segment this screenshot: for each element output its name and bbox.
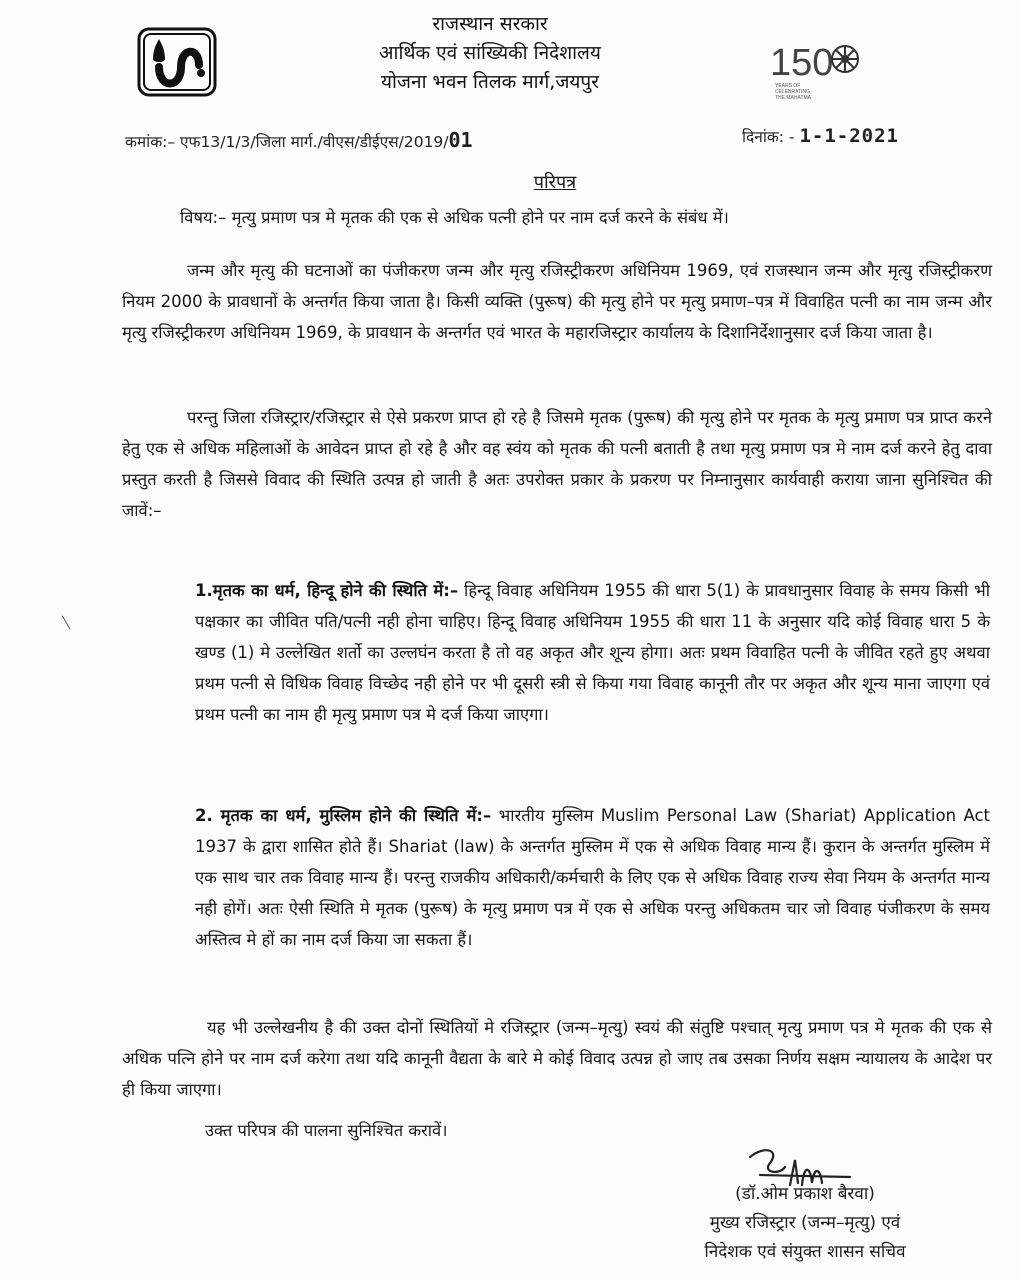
document-title: परिपत्र <box>533 172 577 193</box>
svg-text:YEARS OF: YEARS OF <box>775 83 801 89</box>
emblem-number: 150 <box>770 42 834 84</box>
compliance-line: उक्त परिपत्र की पालना सुनिश्चित करावें। <box>205 1121 448 1140</box>
signatory-designation-2: निदेशक एवं संयुक्त शासन सचिव <box>704 1242 906 1262</box>
subject-line: विषय:– मृत्यु प्रमाण पत्र मे मृतक की एक से अधिक पत्नी होने पर नाम दर्ज करने के संबंध में। <box>180 208 729 227</box>
letterhead <box>310 10 670 97</box>
instruction-item-muslim <box>195 800 990 955</box>
instruction-item-hindu <box>195 575 990 730</box>
office-address: योजना भवन तिलक मार्ग,जयपुर <box>380 71 600 93</box>
signature-block <box>620 1145 990 1267</box>
reference-number <box>125 128 473 152</box>
svg-text:THE MAHATMA: THE MAHATMA <box>775 95 812 101</box>
svg-text:CELEBRATING: CELEBRATING <box>775 89 810 95</box>
date-handwritten-value: 1-1-2021 <box>799 125 899 147</box>
directorate-name: आर्थिक एवं सांख्यिकी निदेशालय <box>379 42 601 64</box>
paragraph-intro: जन्म और मृत्यु की घटनाओं का पंजीकरण जन्म और मृत्यु रजिस्ट्रीकरण अधिनियम 1969, एवं राजस्थान जन्म और मृत्यु रजिस्ट्रीकरण नियम 2000 के प्रावधानों के अन्तर्गत किया जाता है। किसी व्यक्ति (पुरूष) की मृत्यु होने पर मृत्यु प्रमाण–पत्र में विवाहित पत्नी का नाम जन्म और मृत्यु रजिस्ट्रीकरण अधिनियम 1969, के प्रावधान के अन्तर्गत एवं भारत के महारजिस्ट्रार कार्यालय के दिशानिर्देशानुसार दर्ज किया जाता है। <box>122 261 992 342</box>
item-heading: 1.मृतक का धर्म, हिन्दू होने की स्थिति में:– <box>195 581 459 600</box>
handwritten-signature-icon <box>740 1145 860 1190</box>
reference-label: कमांक:– एफ13/1/3/जिला मार्ग./वीएस/डीईएस/2019/ <box>125 133 449 151</box>
paragraph-issue: परन्तु जिला रजिस्ट्रार/रजिस्ट्रार से ऐसे प्रकरण प्राप्त हो रहे है जिसमे मृतक (पुरूष) की मृत्यु होने पर मृतक के मृत्यु प्रमाण पत्र प्राप्त करने हेतु एक से अधिक महिलाओं के आवेदन प्राप्त हो रहे है और वह स्वंय को मृतक की पत्नी बताती है तथा मृत्यु प्रमाण पत्र मे नाम दर्ज करने हेतु दावा प्रस्तुत करती है जिससे विवाद की स्थिति उत्पन्न हो जाती है अतः उपरोक्त प्रकार के प्रकरण पर निम्नानुसार कार्यवाही कराया जाना सुनिश्चित की जावें:– <box>122 408 992 520</box>
paragraph-closing: यह भी उल्लेखनीय है की उक्त दोनों स्थितियों मे रजिस्ट्रार (जन्म–मृत्यु) स्वयं की संतुष्टि पश्चात् मृत्यु प्रमाण पत्र मे मृतक की एक से अधिक पत्नि होने पर नाम दर्ज करेगा तथा यदि कानूनी वैद्यता के बारे मे कोई विवाद उत्पन्न हो जाए तब उसका निर्णय सक्षम न्यायालय के आदेश पर ही किया जाएगा। <box>122 1018 992 1099</box>
margin-mark <box>62 610 80 629</box>
date-label: दिनांक: - <box>742 128 795 146</box>
government-name: राजस्थान सरकार <box>432 13 548 35</box>
gandhi-150-years-emblem-icon <box>765 35 865 105</box>
directorate-logo-icon <box>137 27 217 97</box>
item-heading: 2. मृतक का धर्म, मुस्लिम होने की स्थिति में:– <box>195 806 492 825</box>
signatory-designation-1: मुख्य रजिस्ट्रार (जन्म–मृत्यु) एवं <box>709 1213 901 1233</box>
item-text: हिन्दू विवाह अधिनियम 1955 की धारा 5(1) के प्रावधानुसार विवाह के समय किसी भी पक्षकार का जीवित पति/पत्नी नही होना चाहिए। हिन्दू विवाह अधिनियम 1955 की धारा 11 के अनुसार यदि कोई विवाह धारा 5 के खण्ड (1) मे उल्लेखित शर्तो का उल्लघंन करता है तो वह अकृत और शून्य होगा। अतः प्रथम विवाहित पत्नी के जीवित रहते हुए अथवा प्रथम पत्नी से विधिक विवाह विच्छेद नही होने पर भी दूसरी स्त्री से किया गया विवाह कानूनी तौर पर अकृत और शून्य माना जाएगा एवं प्रथम पत्नी का नाम ही मृत्यु प्रमाण पत्र मे दर्ज किया जाएगा। <box>195 581 991 724</box>
signatory-name: (डॉ.ओम प्रकाश बैरवा) <box>735 1184 875 1204</box>
reference-handwritten-number: 01 <box>448 128 473 152</box>
issue-date <box>742 125 899 147</box>
item-text: भारतीय मुस्लिम Muslim Personal Law (Shariat) Application Act 1937 के द्वारा शासित होते हैं। Shariat (law) के अन्तर्गत मुस्लिम में एक से अधिक विवाह मान्य हैं। कुरान के अन्तर्गत मुस्लिम में एक साथ चार तक विवाह मान्य हैं। परन्तु राजकीय अधिकारी/कर्मचारी के लिए एक से अधिक विवाह राज्य सेवा नियम के अन्तर्गत मान्य नही होगें। अतः ऐसी स्थिति मे मृतक (पुरूष) के मृत्यु प्रमाण पत्र में एक से अधिक परन्तु अधिकतम चार जो विवाह पंजीकरण के समय अस्तित्व मे हों का नाम दर्ज किया जा सकता हैं। <box>195 806 990 949</box>
